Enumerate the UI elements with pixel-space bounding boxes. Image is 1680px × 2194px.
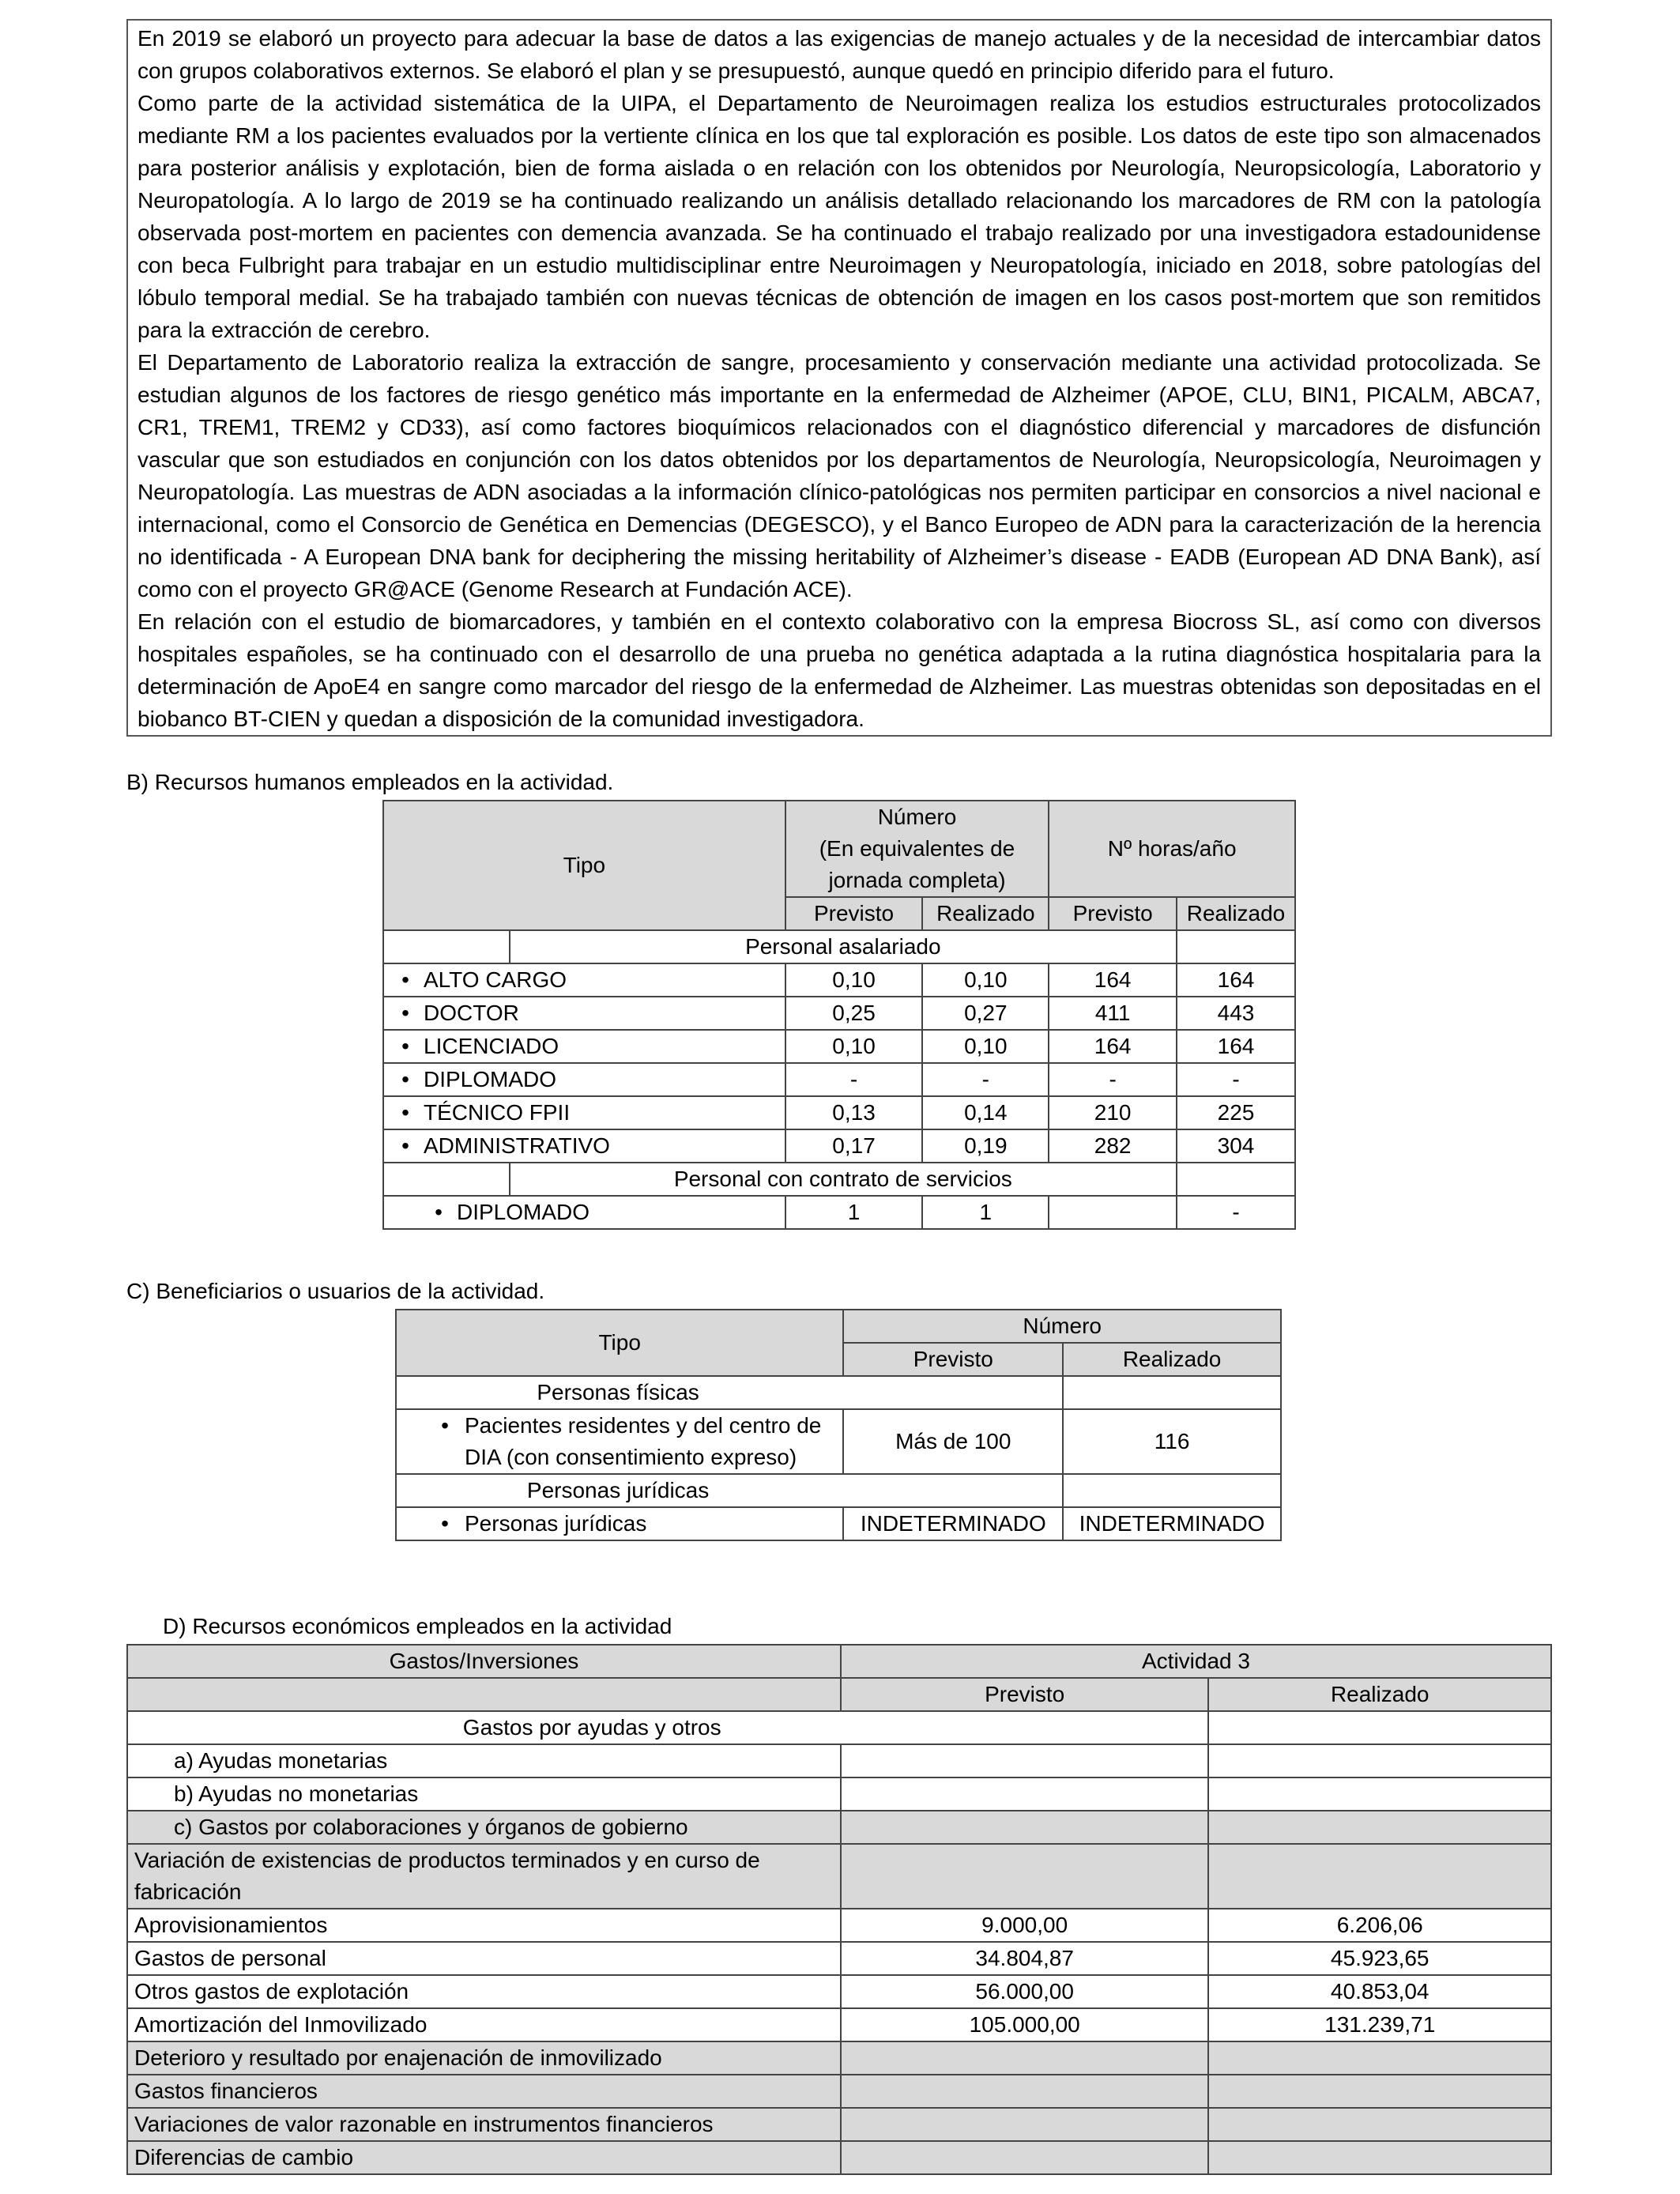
- spacer-cell: [1063, 1376, 1281, 1409]
- row-tipo: • DIPLOMADO: [383, 1196, 785, 1229]
- row-previsto: [841, 1777, 1208, 1811]
- col-header-numero: Número: [843, 1310, 1281, 1343]
- paragraph-biomarcadores: En relación con el estudio de biomarcadores, y también en el contexto colaborativo con la empresa Biocross SL, así como con diversos hospitales españoles, se ha continuado con el desarrollo de una prueba no genética adaptada a la rutina diagnóstica hospitalaria para la determinación de ApoE4 en sangre como marcador del riesgo de la enfermedad de Alzheimer. Las muestras obtenidas son depositadas en el biobanco BT-CIEN y quedan a disposición de la comunidad investigadora.: [137, 609, 1541, 731]
- row-label: Diferencias de cambio: [127, 2141, 841, 2174]
- row-label: Gastos financieros: [127, 2075, 841, 2108]
- row-realizado: 131.239,71: [1208, 2008, 1551, 2041]
- row-realizado: [1208, 1844, 1551, 1909]
- table-row: [127, 1844, 1551, 1909]
- table-row: [396, 1507, 1281, 1540]
- table-row: [127, 2041, 1551, 2075]
- row-tipo: • Personas jurídicas: [396, 1507, 843, 1540]
- row-tipo: • ADMINISTRATIVO: [383, 1129, 785, 1163]
- spacer-cell: [1063, 1474, 1281, 1507]
- row-label: Otros gastos de explotación: [127, 1975, 841, 2008]
- beneficiaries-table: [395, 1309, 1282, 1541]
- col-header-tipo: Tipo: [396, 1310, 843, 1376]
- row-realizado: [1208, 2108, 1551, 2141]
- row-tipo: • LICENCIADO: [383, 1030, 785, 1063]
- row-horas-realizado: -: [1177, 1196, 1295, 1229]
- row-horas-realizado: 304: [1177, 1129, 1295, 1163]
- col-header-previsto: Previsto: [843, 1343, 1063, 1376]
- table-row: [383, 1196, 1295, 1229]
- col-header-actividad: Actividad 3: [841, 1645, 1551, 1678]
- row-realizado: [1208, 1777, 1551, 1811]
- col-header-previsto: Previsto: [841, 1678, 1208, 1711]
- row-realizado: 116: [1063, 1409, 1281, 1474]
- row-previsto: 56.000,00: [841, 1975, 1208, 2008]
- row-tipo: • DIPLOMADO: [383, 1063, 785, 1096]
- section-d-heading: D) Recursos económicos empleados en la actividad: [163, 1614, 672, 1638]
- row-numero-realizado: 0,14: [922, 1096, 1049, 1129]
- row-horas-previsto: -: [1049, 1063, 1177, 1096]
- row-previsto: 34.804,87: [841, 1942, 1208, 1975]
- table-row: [383, 997, 1295, 1030]
- col-header-numero: Número (En equivalentes de jornada completa): [785, 801, 1049, 897]
- col-header-tipo: Tipo: [383, 801, 785, 930]
- row-numero-previsto: -: [785, 1063, 923, 1096]
- table-row: [383, 1096, 1295, 1129]
- group-personal-asalariado: Personal asalariado: [510, 930, 1177, 963]
- table-row: [127, 1975, 1551, 2008]
- table-row: [396, 1409, 1281, 1474]
- row-label: Gastos de personal: [127, 1942, 841, 1975]
- col-header-previsto: Previsto: [1049, 897, 1177, 930]
- row-label: Variaciones de valor razonable en instrumentos financieros: [127, 2108, 841, 2141]
- row-label: Variación de existencias de productos terminados y en curso de fabricación: [127, 1844, 841, 1909]
- spacer-cell: [383, 930, 510, 963]
- group-gastos-ayudas: Gastos por ayudas y otros: [127, 1711, 1208, 1744]
- row-horas-previsto: 210: [1049, 1096, 1177, 1129]
- row-realizado: 45.923,65: [1208, 1942, 1551, 1975]
- row-numero-previsto: 0,13: [785, 1096, 923, 1129]
- row-numero-realizado: 0,10: [922, 963, 1049, 997]
- row-realizado: [1208, 1811, 1551, 1844]
- paragraph-laboratorio: El Departamento de Laboratorio realiza la extracción de sangre, procesamiento y conservación mediante una actividad protocolizada. Se estudian algunos de los factores de riesgo genético más importante en la enfermedad de Alzheimer (APOE, CLU, BIN1, PICALM, ABCA7, CR1, TREM1, TREM2 y CD33), así como factores bioquímicos relacionados con el diagnóstico diferencial y marcadores de disfunción vascular que son estudiados en conjunción con los datos obtenidos por los departamentos de Neurología, Neuropsicología, Neuroimagen y Neuropatología. Las muestras de ADN asociadas a la información clínico-patológicas nos permiten participar en consorcios a nivel nacional e internacional, como el Consorcio de Genética en Demencias (DEGESCO), y el Banco Europeo de ADN para la caracterización de la herencia no identificada - A European DNA bank for deciphering the missing heritability of Alzheimer’s disease - EADB (European AD DNA Bank), así como con el proyecto GR@ACE (Genome Research at Fundación ACE).: [137, 350, 1541, 601]
- table-row: [127, 1777, 1551, 1811]
- row-previsto: [841, 2075, 1208, 2108]
- row-realizado: [1208, 1744, 1551, 1777]
- row-previsto: INDETERMINADO: [843, 1507, 1063, 1540]
- table-row: [127, 1744, 1551, 1777]
- table-row: [127, 2108, 1551, 2141]
- row-numero-realizado: 0,27: [922, 997, 1049, 1030]
- economic-resources-table: [126, 1644, 1552, 2175]
- section-c-heading: C) Beneficiarios o usuarios de la actividad.: [126, 1279, 545, 1303]
- spacer-cell: [127, 1678, 841, 1711]
- col-header-realizado: Realizado: [922, 897, 1049, 930]
- row-previsto: [841, 1811, 1208, 1844]
- row-previsto: [841, 2108, 1208, 2141]
- row-previsto: Más de 100: [843, 1409, 1063, 1474]
- row-numero-realizado: 1: [922, 1196, 1049, 1229]
- row-label: Deterioro y resultado por enajenación de inmovilizado: [127, 2041, 841, 2075]
- table-row: [127, 2141, 1551, 2174]
- row-numero-realizado: 0,10: [922, 1030, 1049, 1063]
- col-header-previsto: Previsto: [785, 897, 923, 930]
- row-label: c) Gastos por colaboraciones y órganos de gobierno: [127, 1811, 841, 1844]
- row-realizado: 6.206,06: [1208, 1909, 1551, 1942]
- row-previsto: [841, 1744, 1208, 1777]
- row-horas-previsto: [1049, 1196, 1177, 1229]
- row-numero-previsto: 0,10: [785, 963, 923, 997]
- table-row: [127, 1811, 1551, 1844]
- section-b-heading: B) Recursos humanos empleados en la actividad.: [126, 770, 614, 794]
- row-horas-previsto: 164: [1049, 1030, 1177, 1063]
- row-realizado: [1208, 2041, 1551, 2075]
- row-realizado: [1208, 2075, 1551, 2108]
- spacer-cell: [1177, 1163, 1295, 1196]
- table-row: [127, 2008, 1551, 2041]
- group-personal-contrato: Personal con contrato de servicios: [510, 1163, 1177, 1196]
- table-row: [383, 1129, 1295, 1163]
- row-label: Aprovisionamientos: [127, 1909, 841, 1942]
- row-label: b) Ayudas no monetarias: [127, 1777, 841, 1811]
- group-personas-fisicas: Personas físicas: [396, 1376, 1063, 1409]
- row-horas-realizado: 443: [1177, 997, 1295, 1030]
- row-numero-previsto: 0,17: [785, 1129, 923, 1163]
- table-row: [383, 1063, 1295, 1096]
- col-header-realizado: Realizado: [1208, 1678, 1551, 1711]
- row-numero-realizado: 0,19: [922, 1129, 1049, 1163]
- col-header-realizado: Realizado: [1063, 1343, 1281, 1376]
- row-numero-previsto: 1: [785, 1196, 923, 1229]
- row-horas-realizado: -: [1177, 1063, 1295, 1096]
- table-row: [127, 1909, 1551, 1942]
- row-realizado: 40.853,04: [1208, 1975, 1551, 2008]
- table-row: [383, 1030, 1295, 1063]
- paragraph-neuroimagen: Como parte de la actividad sistemática de la UIPA, el Departamento de Neuroimagen realiza los estudios estructurales protocolizados mediante RM a los pacientes evaluados por la vertiente clínica en los que tal exploración es posible. Los datos de este tipo son almacenados para posterior análisis y explotación, bien de forma aislada o en relación con los obtenidos por Neurología, Neuropsicología, Laboratorio y Neuropatología. A lo largo de 2019 se ha continuado realizando un análisis detallado relacionando los marcadores de RM con la patología observada post-mortem en pacientes con demencia avanzada. Se ha continuado el trabajo realizado por una investigadora estadounidense con beca Fulbright para trabajar en un estudio multidisciplinar entre Neuroimagen y Neuropatología, iniciado en 2018, sobre patologías del lóbulo temporal medial. Se ha trabajado también con nuevas técnicas de obtención de imagen en los casos post-mortem que son remitidos para la extracción de cerebro.: [137, 91, 1541, 342]
- row-horas-realizado: 164: [1177, 963, 1295, 997]
- row-tipo: • DOCTOR: [383, 997, 785, 1030]
- activity-description-box: [126, 19, 1552, 737]
- spacer-cell: [1208, 1711, 1551, 1744]
- col-header-gastos: Gastos/Inversiones: [127, 1645, 841, 1678]
- spacer-cell: [1177, 930, 1295, 963]
- row-horas-previsto: 411: [1049, 997, 1177, 1030]
- row-realizado: INDETERMINADO: [1063, 1507, 1281, 1540]
- row-previsto: [841, 1844, 1208, 1909]
- row-label: a) Ayudas monetarias: [127, 1744, 841, 1777]
- row-numero-previsto: 0,25: [785, 997, 923, 1030]
- paragraph-database: En 2019 se elaboró un proyecto para adecuar la base de datos a las exigencias de manejo actuales y de la necesidad de intercambiar datos con grupos colaborativos externos. Se elaboró el plan y se presupuestó, aunque quedó en principio diferido para el futuro.: [137, 26, 1541, 83]
- row-tipo: • Pacientes residentes y del centro de DIA (con consentimiento expreso): [396, 1409, 843, 1474]
- human-resources-table: [382, 800, 1296, 1230]
- spacer-cell: [383, 1163, 510, 1196]
- row-horas-previsto: 282: [1049, 1129, 1177, 1163]
- row-numero-realizado: -: [922, 1063, 1049, 1096]
- group-personas-juridicas: Personas jurídicas: [396, 1474, 1063, 1507]
- row-tipo: • TÉCNICO FPII: [383, 1096, 785, 1129]
- row-horas-previsto: 164: [1049, 963, 1177, 997]
- table-row: [127, 1942, 1551, 1975]
- row-previsto: [841, 2041, 1208, 2075]
- table-row: [383, 963, 1295, 997]
- row-horas-realizado: 225: [1177, 1096, 1295, 1129]
- row-previsto: 105.000,00: [841, 2008, 1208, 2041]
- row-tipo: • ALTO CARGO: [383, 963, 785, 997]
- row-label: Amortización del Inmovilizado: [127, 2008, 841, 2041]
- row-realizado: [1208, 2141, 1551, 2174]
- row-numero-previsto: 0,10: [785, 1030, 923, 1063]
- table-row: [127, 2075, 1551, 2108]
- col-header-realizado: Realizado: [1177, 897, 1295, 930]
- row-previsto: [841, 2141, 1208, 2174]
- col-header-horas: Nº horas/año: [1049, 801, 1295, 897]
- row-previsto: 9.000,00: [841, 1909, 1208, 1942]
- row-horas-realizado: 164: [1177, 1030, 1295, 1063]
